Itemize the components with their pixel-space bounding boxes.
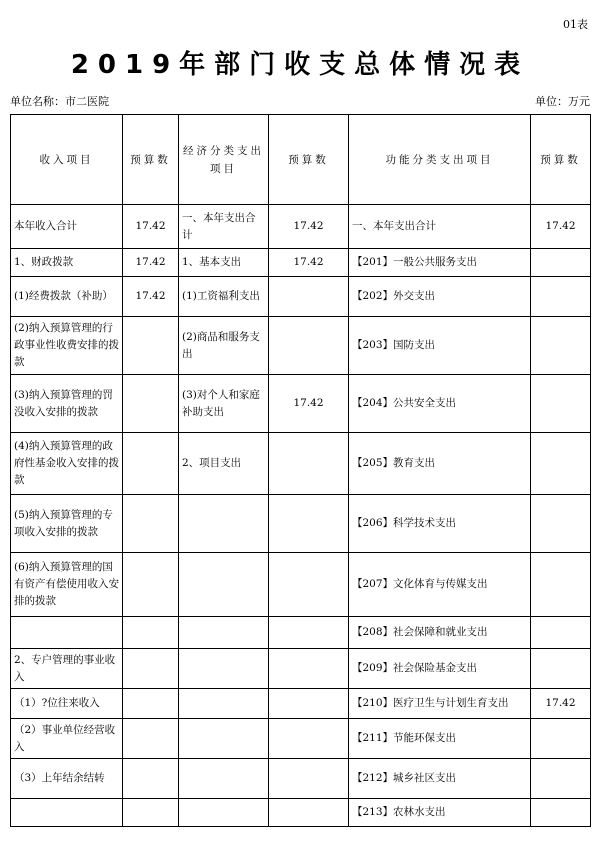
income-budget-cell: 17.42: [123, 277, 179, 317]
income-budget-cell: [123, 689, 179, 719]
econ-item-cell: 一、本年支出合计: [179, 205, 269, 249]
func-item-cell: 【208】社会保障和就业支出: [349, 617, 531, 649]
func-item-cell: 【201】一般公共服务支出: [349, 249, 531, 277]
income-budget-cell: 17.42: [123, 249, 179, 277]
func-item-cell: 【211】节能环保支出: [349, 719, 531, 759]
income-item-cell: (6)纳入预算管理的国有资产有偿使用收入安排的拨款: [11, 553, 123, 617]
econ-budget-cell: [269, 277, 349, 317]
func-item-cell: 【205】教育支出: [349, 433, 531, 495]
income-budget-cell: [123, 719, 179, 759]
table-row: [11, 317, 591, 375]
func-budget-cell: [531, 277, 591, 317]
econ-item-cell: [179, 719, 269, 759]
econ-item-cell: [179, 759, 269, 799]
func-item-cell: 【207】文化体育与传媒支出: [349, 553, 531, 617]
income-item-cell: (3)纳入预算管理的罚没收入安排的拨款: [11, 375, 123, 433]
econ-budget-cell: [269, 689, 349, 719]
income-item-cell: [11, 799, 123, 827]
table-row: [11, 799, 591, 827]
econ-budget-cell: 17.42: [269, 375, 349, 433]
func-item-cell: 【212】城乡社区支出: [349, 759, 531, 799]
econ-budget-cell: [269, 759, 349, 799]
table-row: [11, 277, 591, 317]
form-number: 01表: [563, 18, 588, 31]
func-item-cell: 【204】公共安全支出: [349, 375, 531, 433]
header-income-item: 收入项目: [11, 115, 123, 205]
func-budget-cell: [531, 759, 591, 799]
page-title: 2019年部门收支总体情况表: [70, 50, 530, 80]
header-func-budget: 预算数: [531, 115, 591, 205]
income-budget-cell: 17.42: [123, 205, 179, 249]
econ-budget-cell: [269, 799, 349, 827]
func-item-cell: 【213】农林水支出: [349, 799, 531, 827]
income-item-cell: （3）上年结余结转: [11, 759, 123, 799]
income-item-cell: [11, 617, 123, 649]
income-item-cell: 1、财政拨款: [11, 249, 123, 277]
func-budget-cell: [531, 249, 591, 277]
func-item-cell: 【203】国防支出: [349, 317, 531, 375]
income-item-cell: 2、专户管理的事业收入: [11, 649, 123, 689]
header-econ-item: 经济分类支出项目: [179, 115, 269, 205]
econ-item-cell: (1)工资福利支出: [179, 277, 269, 317]
table-row: [11, 553, 591, 617]
header-econ-budget: 预算数: [269, 115, 349, 205]
table-row: [11, 649, 591, 689]
econ-budget-cell: [269, 433, 349, 495]
func-budget-cell: [531, 799, 591, 827]
func-budget-cell: [531, 495, 591, 553]
income-budget-cell: [123, 495, 179, 553]
income-budget-cell: [123, 317, 179, 375]
econ-budget-cell: [269, 649, 349, 689]
table-row: [11, 433, 591, 495]
econ-budget-cell: [269, 495, 349, 553]
unit-name: 单位名称：市二医院: [10, 95, 109, 108]
func-budget-cell: [531, 719, 591, 759]
econ-item-cell: (3)对个人和家庭补助支出: [179, 375, 269, 433]
econ-item-cell: (2)商品和服务支出: [179, 317, 269, 375]
func-budget-cell: [531, 649, 591, 689]
header-func-item: 功能分类支出项目: [349, 115, 531, 205]
budget-table: [10, 114, 591, 827]
econ-item-cell: [179, 689, 269, 719]
income-item-cell: (4)纳入预算管理的政府性基金收入安排的拨款: [11, 433, 123, 495]
econ-budget-cell: 17.42: [269, 249, 349, 277]
econ-item-cell: 2、项目支出: [179, 433, 269, 495]
unit-label: 单位：万元: [535, 95, 590, 108]
income-item-cell: （2）事业单位经营收入: [11, 719, 123, 759]
func-item-cell: 【202】外交支出: [349, 277, 531, 317]
header-row: [11, 115, 591, 205]
table-row: [11, 689, 591, 719]
income-item-cell: (5)纳入预算管理的专项收入安排的拨款: [11, 495, 123, 553]
econ-item-cell: [179, 553, 269, 617]
func-item-cell: 一、本年支出合计: [349, 205, 531, 249]
income-budget-cell: [123, 759, 179, 799]
income-budget-cell: [123, 433, 179, 495]
table-row: [11, 719, 591, 759]
econ-item-cell: [179, 649, 269, 689]
econ-item-cell: 1、基本支出: [179, 249, 269, 277]
func-item-cell: 【209】社会保险基金支出: [349, 649, 531, 689]
income-budget-cell: [123, 799, 179, 827]
econ-item-cell: [179, 495, 269, 553]
income-budget-cell: [123, 553, 179, 617]
func-item-cell: 【210】医疗卫生与计划生育支出: [349, 689, 531, 719]
func-budget-cell: 17.42: [531, 205, 591, 249]
econ-item-cell: [179, 799, 269, 827]
econ-budget-cell: 17.42: [269, 205, 349, 249]
func-budget-cell: 17.42: [531, 689, 591, 719]
func-budget-cell: [531, 317, 591, 375]
table-row: [11, 375, 591, 433]
income-item-cell: 本年收入合计: [11, 205, 123, 249]
income-item-cell: (2)纳入预算管理的行政事业性收费安排的拨款: [11, 317, 123, 375]
header-income-budget: 预算数: [123, 115, 179, 205]
income-item-cell: (1)经费拨款（补助）: [11, 277, 123, 317]
func-budget-cell: [531, 375, 591, 433]
table-row: [11, 759, 591, 799]
table-row: [11, 249, 591, 277]
econ-budget-cell: [269, 719, 349, 759]
func-budget-cell: [531, 617, 591, 649]
econ-budget-cell: [269, 617, 349, 649]
func-budget-cell: [531, 433, 591, 495]
func-item-cell: 【206】科学技术支出: [349, 495, 531, 553]
econ-item-cell: [179, 617, 269, 649]
table-row: [11, 617, 591, 649]
func-budget-cell: [531, 553, 591, 617]
income-budget-cell: [123, 617, 179, 649]
econ-budget-cell: [269, 317, 349, 375]
table-row: [11, 205, 591, 249]
table-row: [11, 495, 591, 553]
income-budget-cell: [123, 649, 179, 689]
income-item-cell: （1）?位往来收入: [11, 689, 123, 719]
econ-budget-cell: [269, 553, 349, 617]
income-budget-cell: [123, 375, 179, 433]
